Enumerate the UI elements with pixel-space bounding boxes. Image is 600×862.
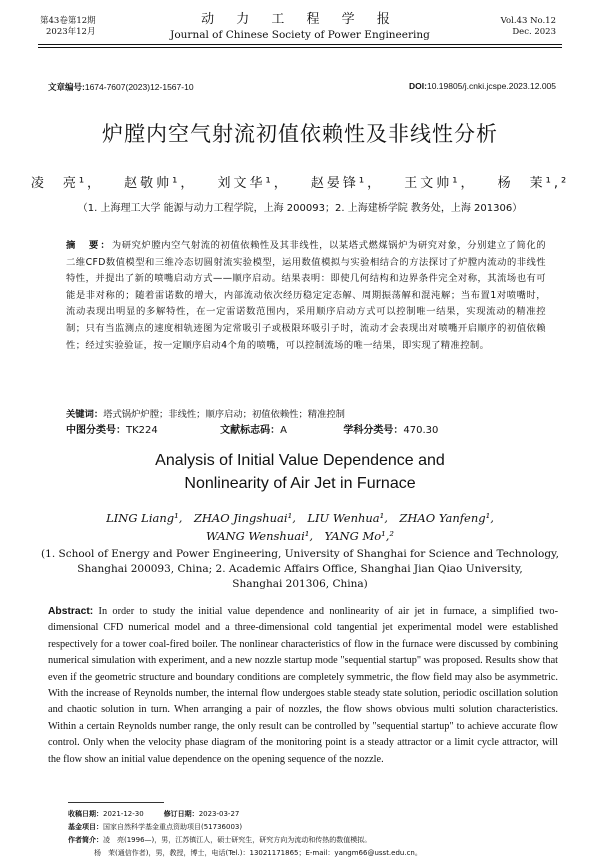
footnote-corresponding [68,847,568,860]
revised-label: 修订日期： [163,810,199,818]
header-rule-bottom [38,47,562,48]
footnote-rule [68,802,164,803]
authors-en [0,509,600,545]
revised-date: 2023-03-27 [198,810,240,818]
affiliation-en-line: Shanghai 200093, China; 2. Academic Affairs Office, Shanghai Jian Qiao University, [77,563,523,575]
clc-value: TK224 [126,425,158,436]
volume-issue-cn: 第43卷第12期 [40,16,96,26]
keywords-cn-text: 塔式锅炉炉膛；非线性；顺序启动；初值依赖性；精准控制 [103,409,345,420]
footnote-dates [68,808,568,821]
header-right [501,16,556,38]
fund-text: 国家自然科学基金重点资助项目(51736003) [103,823,243,831]
article-number-label: 文章编号: [48,82,85,92]
doc-code-label: 文献标志码： [220,425,281,436]
authors-en-line: WANG Wenshuai¹, YANG Mo¹,² [205,529,395,543]
header-rule-top [38,44,562,45]
subject-code-label: 学科分类号： [343,425,404,436]
footnotes [68,808,568,860]
footnote-author [68,834,568,847]
authors-cn [0,172,600,191]
title-cn: 炉膛内空气射流初值依赖性及非线性分析 [102,122,498,146]
author-bio-label: 作者简介： [68,836,103,844]
affiliation-en-line: (1. School of Energy and Power Engineering, University of Shanghai for Science and Technology, [41,548,559,560]
doi-label: DOI: [409,81,427,91]
abstract-en-label: Abstract: [48,606,94,617]
journal-title-en: Journal of Chinese Society of Power Engineering [170,29,430,41]
date-cn: 2023年12月 [46,27,96,37]
author-bio-text: 凌 亮(1996—)，男，江苏镇江人，硕士研究生，研究方向为流动和传热的数值模拟。 [103,836,372,844]
abstract-en [48,604,558,768]
received-date: 2021-12-30 [103,810,144,818]
volume-issue-en: Vol.43 No.12 [500,16,556,26]
received-label: 收稿日期： [68,810,103,818]
article-number [48,81,194,93]
title-en [0,449,600,495]
doc-code-value: A [280,425,287,436]
author-cn: 凌 亮¹， [30,176,104,191]
article-number-value: 1674-7607(2023)12-1567-10 [84,82,194,92]
corresponding-author-text: 杨 茉(通信作者)，男，教授，博士，电话(Tel.)：13021171865；E-mail：yangm66@usst.edu.cn。 [94,849,422,857]
affiliation-en [0,547,600,592]
abstract-en-text: In order to study the initial value dependence and nonlinearity of air jet in furnace, a simplified two-dimensional CFD numerical model and a three-dimensional cold tangential jet experimental model were established respectively for a tower coal-fired boiler. The nonlinear characteristics of flow in the furnace were discussed by combining numerical simulation with experiment, and a new nozzle startup mode "sequential startup" was proposed. Results show that even if the geometric structure and boundary conditions are completely symmetric, the flow field may also be asymmetric. With the increase of Reynolds number, the internal flow undergoes stable steady state solution, periodic oscillation solution and chaotic solution in turn. When arranging a pair of nozzles, the flow shows obvious multi solution characteristics. Within a certain Reynolds number range, the only result can be controlled by "sequential startup" to achieve accurate flow control. Only when the velocity phase diagram of the monitoring point is a steady attractor or a limit cycle attractor, will the flow show an initial value dependence on the opening sequence of the nozzle. [48,606,558,765]
author-cn: 赵敬帅¹， [124,176,197,191]
title-en-line: Analysis of Initial Value Dependence and [155,452,445,469]
abstract-cn-label: 摘 要： [66,240,112,251]
abstract-cn-text: 为研究炉膛内空气射流的初值依赖性及其非线性，以某塔式燃煤锅炉为研究对象，分别建立了简化的二维CFD数值模型和三维冷态切圆射流实验模型，运用数值模拟与实验相结合的方法探讨了炉膛内流动的非线性特性，并提出了新的喷嘴启动方式——顺序启动。结果表明：即使几何结构和边界条件完全对称，其流场也有可能是非对称的；随着雷诺数的增大，内部流动依次经历稳定定态解、周期振荡解和混沌解；当布置1对喷嘴时，流动表现出明显的多解特性，在一定雷诺数范围内，采用顺序启动方式可以控制唯一结果，实现流动的精准控制；只有当监测点的速度相轨迹图为定常吸引子或极限环吸引子时，流动才会表现出对喷嘴开启顺序的初值依赖性；经过实验验证，按一定顺序启动4个角的喷嘴，可以控制流场的唯一结果，即实现了精准控制。 [66,240,546,351]
abstract-cn [66,238,546,354]
doi [409,81,556,91]
title-en-line: Nonlinearity of Air Jet in Furnace [184,475,416,492]
keywords-cn-label: 关键词： [66,409,104,420]
doi-value: 10.19805/j.cnki.jcspe.2023.12.005 [426,81,556,91]
clc-label: 中图分类号： [66,425,126,436]
author-cn: 赵晏锋¹， [310,176,384,191]
affiliation-cn: （1. 上海理工大学 能源与动力工程学院，上海 200093；2. 上海建桥学院 教务处，上海 201306） [77,203,523,214]
affiliation-en-line: Shanghai 201306, China) [232,578,368,590]
keywords-cn [66,406,345,420]
footnote-fund [68,821,568,834]
authors-en-line: LING Liang¹, ZHAO Jingshuai¹, LIU Wenhua¹, ZHAO Yanfeng¹, [106,511,494,525]
fund-label: 基金项目： [68,823,103,831]
author-cn: 王文帅¹， [404,176,477,191]
date-en: Dec. 2023 [512,27,556,37]
author-cn: 刘文华¹， [217,176,290,191]
subject-code-value: 470.30 [403,425,439,436]
classification-row [66,421,438,436]
journal-title-cn: 动 力 工 程 学 报 [201,12,399,27]
author-cn: 杨 茉¹,² [497,176,570,191]
